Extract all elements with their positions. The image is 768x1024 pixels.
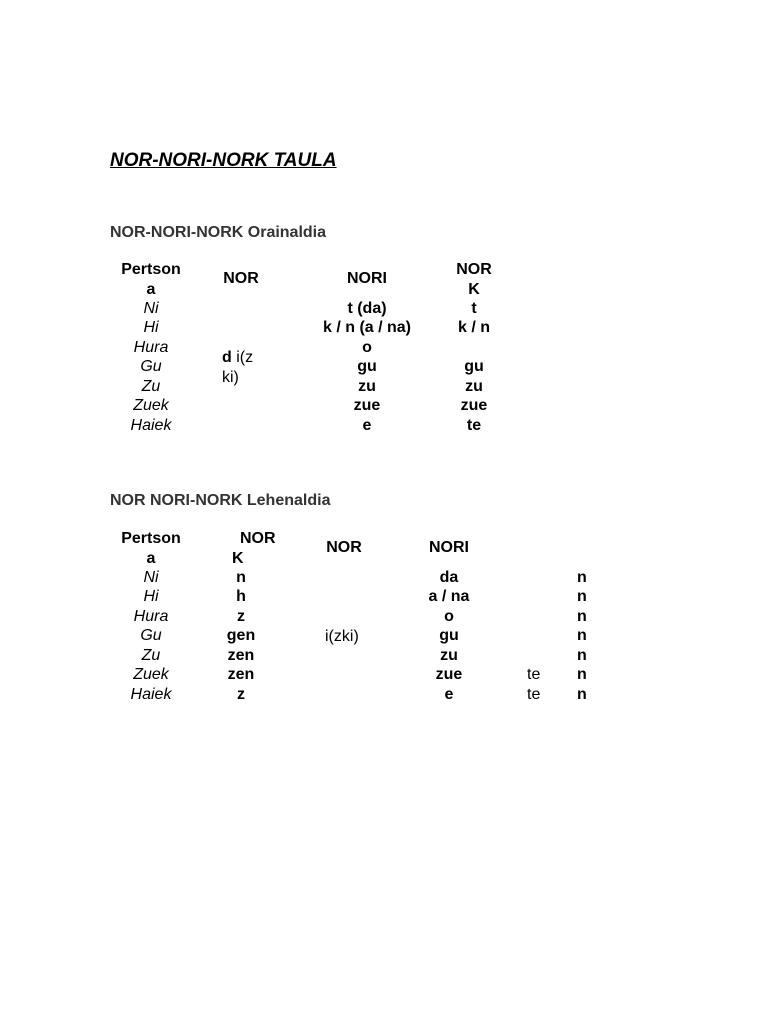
nori-cell: a / na — [428, 588, 470, 606]
document-title: NOR-NORI-NORK TAULA — [110, 150, 337, 171]
nork-cell: gen — [226, 627, 256, 645]
past-nori-column — [412, 568, 486, 705]
header-persona: Pertson a — [121, 261, 181, 298]
n-cell: n — [577, 666, 587, 684]
nork-cell — [444, 338, 504, 358]
person-cell: Hi — [143, 319, 159, 337]
header-nori: NORI — [347, 270, 387, 287]
n-cell: n — [577, 568, 587, 586]
nork-cell: h — [236, 588, 246, 606]
nork-cell: t — [471, 299, 477, 317]
person-cell: Zuek — [133, 397, 169, 415]
te-cell — [527, 607, 557, 627]
present-nork-column — [444, 299, 504, 436]
nori-cell: zue — [353, 397, 381, 415]
nork-cell: zen — [227, 666, 255, 684]
present-persons-column — [112, 299, 190, 436]
header-nor: NOR — [223, 270, 259, 287]
nork-cell: k / n — [457, 319, 490, 337]
nori-cell: e — [444, 686, 454, 704]
past-header-nor: NOR — [326, 539, 362, 556]
n-cell: n — [577, 627, 587, 645]
nork-cell: z — [237, 607, 245, 625]
nork-cell: zu — [465, 377, 483, 395]
person-cell: Hura — [133, 338, 169, 356]
nori-cell: gu — [439, 627, 459, 645]
n-cell: n — [577, 607, 587, 625]
person-cell: Gu — [140, 627, 162, 645]
past-header-persona: Pertson a — [121, 530, 181, 567]
person-cell: Zu — [141, 646, 161, 664]
nori-cell: gu — [357, 358, 377, 376]
person-cell: Ni — [143, 299, 159, 317]
past-section-heading: NOR NORI-NORK Lehenaldia — [110, 492, 331, 509]
nori-cell: da — [439, 568, 459, 586]
te-cell — [527, 587, 557, 607]
nork-cell: gu — [464, 358, 484, 376]
person-cell: Hura — [133, 607, 169, 625]
nori-cell: t (da) — [347, 299, 387, 317]
nori-cell: e — [362, 417, 372, 435]
nork-cell: zue — [460, 397, 488, 415]
past-header-nork: NOR K — [232, 530, 276, 567]
te-cell — [527, 626, 557, 646]
nork-cell: zen — [227, 646, 255, 664]
nori-cell: o — [362, 338, 372, 356]
person-cell: Zu — [141, 377, 161, 395]
te-cell — [527, 646, 557, 666]
past-nork-column — [212, 568, 270, 705]
header-nork: NOR K — [456, 261, 492, 298]
te-cell: te — [527, 686, 541, 704]
te-cell: te — [527, 666, 541, 684]
te-cell — [527, 568, 557, 588]
n-cell: n — [577, 588, 587, 606]
person-cell: Gu — [140, 358, 162, 376]
nork-cell: te — [466, 417, 482, 435]
nori-cell: k / n (a / na) — [322, 319, 411, 337]
past-persons-column — [112, 568, 190, 705]
person-cell: Haiek — [130, 686, 172, 704]
person-cell: Haiek — [130, 417, 172, 435]
person-cell: Hi — [143, 588, 159, 606]
person-cell: Ni — [143, 568, 159, 586]
nori-cell: zu — [440, 646, 458, 664]
n-cell: n — [577, 646, 587, 664]
past-n-column — [577, 568, 597, 705]
nork-cell: n — [236, 568, 246, 586]
nori-cell: zue — [435, 666, 463, 684]
past-header-nori: NORI — [429, 539, 469, 556]
past-nor-cell: i(zki) — [325, 627, 359, 645]
nork-cell: z — [237, 686, 245, 704]
present-nori-column — [300, 299, 434, 436]
past-te-column — [527, 568, 557, 705]
n-cell: n — [577, 686, 587, 704]
person-cell: Zuek — [133, 666, 169, 684]
present-nor-cell: d i(z ki) — [222, 349, 254, 386]
nori-cell: zu — [358, 377, 376, 395]
nori-cell: o — [444, 607, 454, 625]
present-section-heading: NOR-NORI-NORK Orainaldia — [110, 224, 327, 241]
